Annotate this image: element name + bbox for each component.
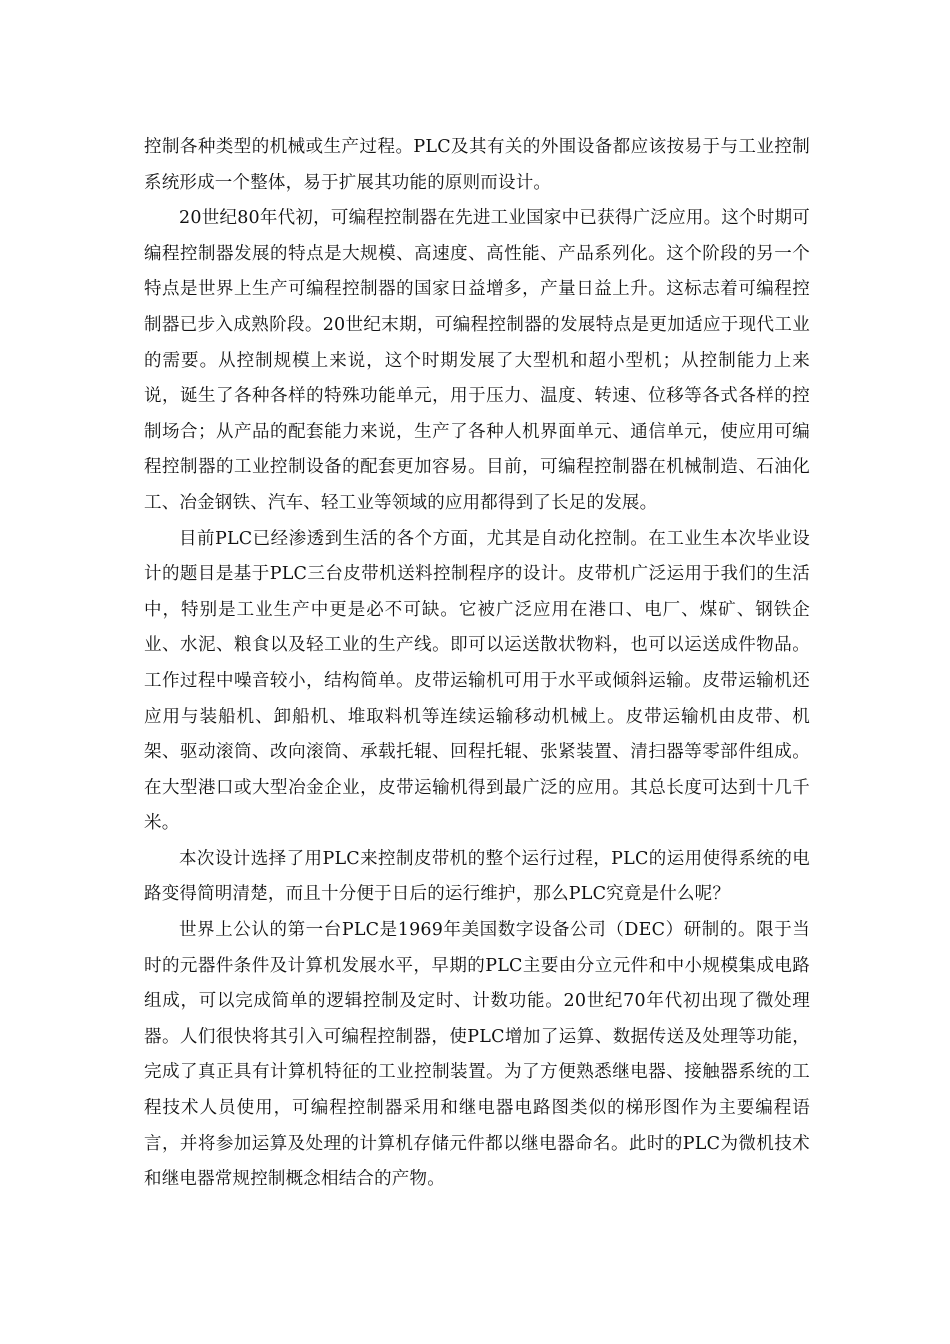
paragraph-plc-design-principle: 控制各种类型的机械或生产过程。PLC及其有关的外围设备都应该按易于与工业控制系统形成一个整体，易于扩展其功能的原则而设计。 xyxy=(144,137,810,193)
document-page xyxy=(144,130,810,1198)
paragraph-belt-conveyor-topic: 目前PLC已经渗透到生活的各个方面，尤其是自动化控制。在工业生本次毕业设计的题目是基于PLC三台皮带机送料控制程序的设计。皮带机广泛运用于我们的生活中，特别是工业生产中更是必不可缺。它被广泛应用在港口、电厂、煤矿、钢铁企业、水泥、粮食以及轻工业的生产线。即可以运送散状物料，也可以运送成件物品。工作过程中噪音较小，结构简单。皮带运输机可用于水平或倾斜运输。皮带运输机还应用与装船机、卸船机、堆取料机等连续运输移动机械上。皮带运输机由皮带、机架、驱动滚筒、改向滚筒、承载托辊、回程托辊、张紧装置、清扫器等零部件组成。在大型港口或大型冶金企业，皮带运输机得到最广泛的应用。其总长度可达到十几千米。 xyxy=(144,528,810,834)
paragraph-design-choice: 本次设计选择了用PLC来控制皮带机的整个运行过程，PLC的运用使得系统的电路变得简明清楚，而且十分便于日后的运行维护，那么PLC究竟是什么呢？ xyxy=(144,848,810,905)
paragraph-plc-1980s-development: 20世纪80年代初，可编程控制器在先进工业国家中已获得广泛应用。这个时期可编程控制器发展的特点是大规模、高速度、高性能、产品系列化。这个阶段的另一个特点是世界上生产可编程控制器的国家日益增多，产量日益上升。这标志着可编程控制器已步入成熟阶段。20世纪末期，可编程控制器的发展特点是更加适应于现代工业的需要。从控制规模上来说，这个时期发展了大型机和超小型机；从控制能力上来说，诞生了各种各样的特殊功能单元，用于压力、温度、转速、位移等各式各样的控制场合；从产品的配套能力来说，生产了各种人机界面单元、通信单元，使应用可编程控制器的工业控制设备的配套更加容易。目前，可编程控制器在机械制造、石油化工、冶金钢铁、汽车、轻工业等领域的应用都得到了长足的发展。 xyxy=(144,208,810,513)
paragraph-first-plc-history: 世界上公认的第一台PLC是1969年美国数字设备公司（DEC）研制的。限于当时的元器件条件及计算机发展水平，早期的PLC主要由分立元件和中小规模集成电路组成，可以完成简单的逻辑控制及定时、计数功能。20世纪70年代初出现了微处理器。人们很快将其引入可编程控制器，使PLC增加了运算、数据传送及处理等功能，完成了真正具有计算机特征的工业控制装置。为了方便熟悉继电器、接触器系统的工程技术人员使用，可编程控制器采用和继电器电路图类似的梯形图作为主要编程语言，并将参加运算及处理的计算机存储元件都以继电器命名。此时的PLC为微机技术和继电器常规控制概念相结合的产物。 xyxy=(144,920,810,1190)
